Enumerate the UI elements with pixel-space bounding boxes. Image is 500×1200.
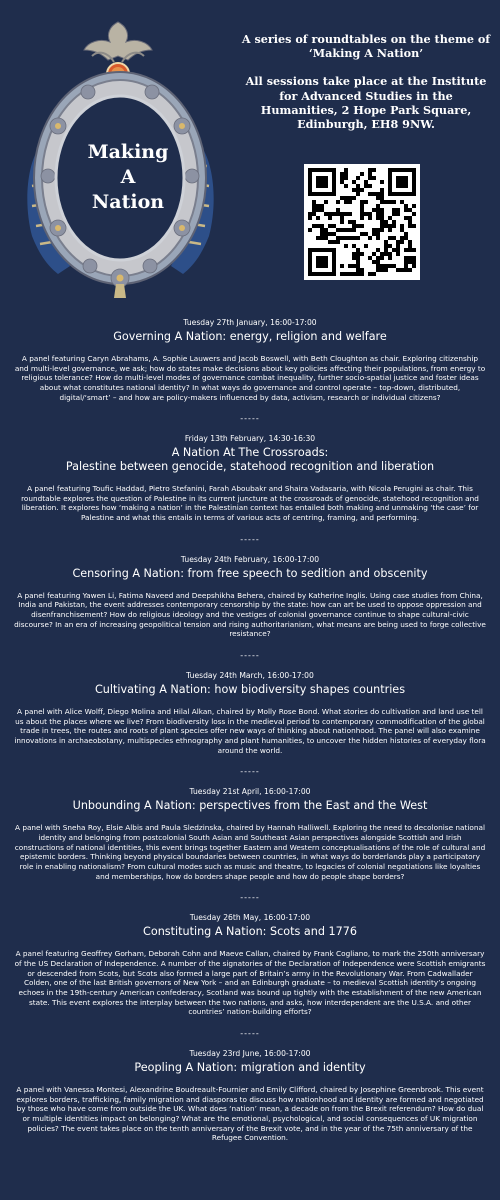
session-description: A panel featuring Toufic Haddad, Pietro Stefanini, Farah Aboubakr and Shaira Vadasaria, with Nicola Perugini as chair. This roundtable explores the question of Palestine in its current juncture at the crossroads of genocide, statehood recognition and liberation. It explores how ‘making a nation’ in the Palestinian context has entailed both making and unmaking ‘the case’ for Palestine and what this entails in terms of various acts of centring, framing, and performing.: [21, 483, 479, 523]
eagle-crest-icon: [84, 22, 152, 62]
session-title: Constituting A Nation: Scots and 1776: [143, 925, 357, 939]
session-description: A panel with Vanessa Montesi, Alexandrine Boudreault-Fournier and Emily Clifford, chaired by Josephine Greenbrook. This event explores borders, trafficking, family migration and diasporas to discuss how nationhood and identity are formed and negotiated by those who have come from outside the UK. What does ‘nation’ mean, a decade on from the Brexit referendum? How do dual or multiple identities impact on belonging? What are the emotional, psychological, and social consequences of UK migration policies? The event takes place on the tenth anniversary of the Brexit vote, and in the year of the 75th anniversary of the Refugee Convention.: [16, 1084, 484, 1143]
qr-code-icon[interactable]: [304, 164, 420, 280]
session-item: [14, 434, 486, 522]
session-item: [14, 1049, 486, 1143]
intro-line: A series of roundtables on the theme of: [241, 32, 491, 46]
separator: -----: [240, 893, 260, 903]
session-title: Governing A Nation: energy, religion and welfare: [113, 330, 387, 343]
session-date: Tuesday 21st April, 16:00-17:00: [189, 787, 311, 797]
session-title: Peopling A Nation: migration and identity: [134, 1061, 366, 1075]
sessions-list: [14, 318, 486, 1143]
title-line: Making: [87, 141, 169, 163]
session-description: A panel featuring Geoffrey Gorham, Deborah Cohn and Maeve Callan, chaired by Frank Cogliano, to mark the 250th anniversary of the US Declaration of Independence. A number of the signatories of the Declaration of Independence were Scottish emigrants or descended from Scots, but Scots also formed a large part of Britain’s army in the Revolutionary War. From Cadwallader Colden, one of the last British governors of New York – and an Edinburgh graduate – to medieval Scottish identity’s ongoing echoes in the 19th-century American confederacy, Scotland was bound up tightly with the establishment of the new American state. This event explores the interplay between the two nations, and asks, how interdependent are the U.S.A. and other countries’ nation-building efforts?: [14, 949, 486, 1017]
venue-line: All sessions take place at the Institute: [245, 74, 487, 89]
session-date: Tuesday 24th February, 16:00-17:00: [180, 554, 320, 564]
session-date: Tuesday 26th May, 16:00-17:00: [189, 913, 311, 923]
title-line: Nation: [91, 191, 165, 213]
venue-line: Humanities, 2 Hope Park Square,: [260, 102, 472, 117]
session-date: Tuesday 24th March, 16:00-17:00: [186, 671, 314, 681]
session-date: Tuesday 23rd June, 16:00-17:00: [189, 1049, 311, 1059]
session-date: Tuesday 27th January, 16:00-17:00: [183, 318, 317, 327]
qr-code-graphic: [304, 164, 420, 280]
session-description: A panel featuring Caryn Abrahams, A. Sophie Lauwers and Jacob Boswell, with Beth Cloughton as chair. Exploring citizenship and multi-level governance, we ask; how do states make decisions about key policies affecting their populations, from energy to religious tolerance? How do multi-level modes of governance combat inequality, further socio-spatial justice and foster ideas about what constitutes national identity? In what ways do governance and control operate – top-down, distributed, digital/‘smart’ – and how are policy-makers influenced by data, activism, research or individual citizens?: [14, 353, 486, 402]
session-title: A Nation At The Crossroads:: [171, 446, 329, 460]
title-line: A: [120, 166, 136, 188]
session-title: Censoring A Nation: from free speech to sedition and obscenity: [72, 566, 428, 580]
separator: -----: [240, 1029, 260, 1039]
session-title: Cultivating A Nation: how biodiversity shapes countries: [94, 683, 406, 697]
session-description: A panel featuring Yawen Li, Fatima Naveed and Deepshikha Behera, chaired by Katherine Inglis. Using case studies from China, India and Pakistan, the event addresses contemporary censorship by the state: how can art be used to oppose oppression and disenfranchisement? How do religious ideology and the vestiges of colonial governance continue to shape cultural-civic discourse? In an era of increasing geopolitical tension and rising authoritarianism, what means are being used to forge collective resistance?: [14, 590, 486, 639]
header-section: [0, 0, 500, 310]
venue-line: Edinburgh, EH8 9NW.: [297, 117, 435, 132]
session-date: Friday 13th February, 14:30-16:30: [184, 434, 316, 444]
session-item: [14, 318, 486, 402]
separator: -----: [240, 767, 260, 777]
session-subtitle: Palestine between genocide, statehood recognition and liberation: [65, 460, 435, 474]
session-item: [14, 787, 486, 881]
separator: -----: [240, 414, 260, 424]
intro-text: [238, 32, 494, 145]
session-description: A panel with Alice Wolff, Diego Molina and Hilal Alkan, chaired by Molly Rose Bond. What stories do cultivation and land use tell us about the places where we live? From biodiversity loss in the medieval period to contemporary commodification of the global trade in trees, the routes and roots of plant species offer new ways of thinking about nationhood. The panel will also examine innovations in archaeobotany, multispecies ethnography and plant humanities, to uncover the hidden histories of everyday flora around the world.: [14, 706, 486, 755]
series-intro: [238, 32, 494, 60]
session-item: [14, 671, 486, 755]
separator: -----: [240, 534, 260, 544]
venue-line: for Advanced Studies in the: [279, 88, 453, 103]
venue-info: [238, 74, 494, 131]
separator: -----: [240, 651, 260, 661]
session-title: Unbounding A Nation: perspectives from the East and the West: [72, 799, 428, 813]
session-item: [14, 913, 486, 1017]
session-description: A panel with Sneha Roy, Elsie Albis and Paula Sledzinska, chaired by Hannah Halliwell. Exploring the need to decolonise national identity and belonging from postcolonial South Asian and Southeast Asian perspectives alongside Scottish and Irish constructions of national identities, this event brings together Eastern and Western conceptualisations of the role of cultural and epistemic borders. Thinking beyond physical boundaries between countries, in what ways do borderlands play a participatory role in enabling nationalism? From cultural modes such as music and theatre, to legacies of colonial negotiations like loyalties and memberships, how do borders shape people and how do people shape borders?: [14, 823, 486, 881]
session-item: [14, 555, 486, 639]
intro-line: ‘Making A Nation’: [308, 46, 424, 61]
making-a-nation-title: [58, 140, 198, 215]
